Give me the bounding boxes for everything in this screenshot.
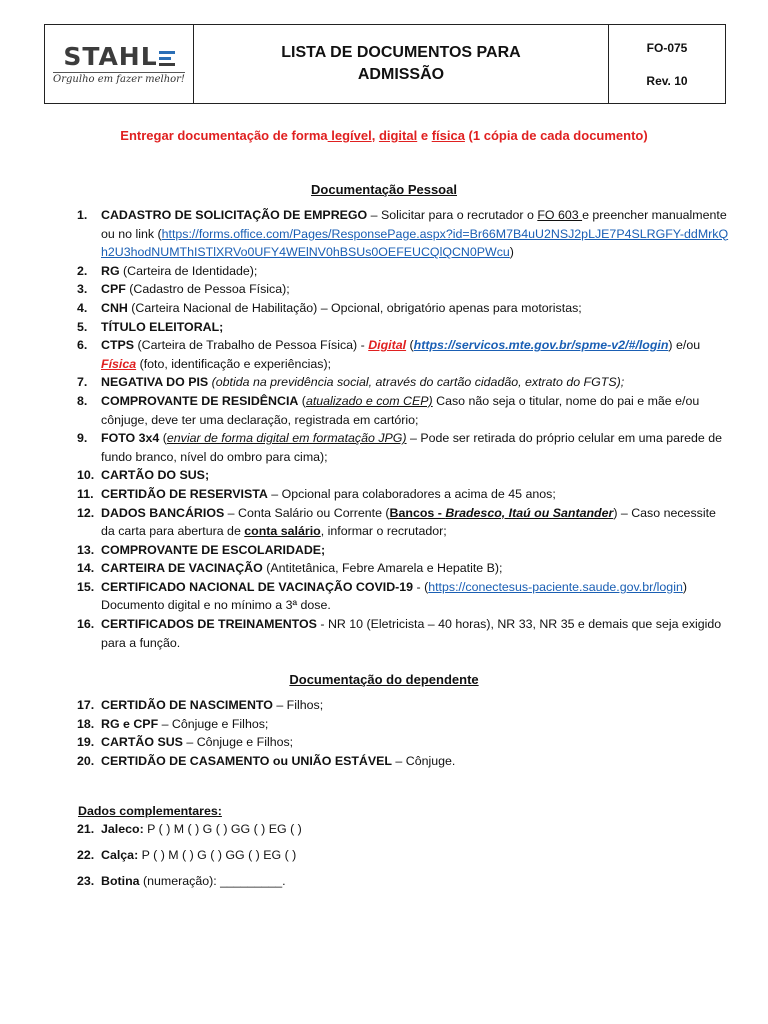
list-item: 20. CERTIDÃO DE CASAMENTO ou UNIÃO ESTÁVEL – Cônjuge.	[77, 753, 456, 768]
document-code-box	[609, 25, 725, 103]
form-code: FO-075	[646, 40, 688, 55]
conectesus-link[interactable]: https://conectesus-paciente.saude.gov.br/login	[428, 579, 683, 594]
dependent-documents-list	[0, 696, 730, 770]
document-title	[194, 25, 609, 103]
list-item: 6. CTPS (Carteira de Trabalho de Pessoa Física) - Digital (https://servicos.mte.gov.br/spme-v2/#/login) e/ou Física (foto, identificação e experiências);	[77, 338, 701, 371]
complementary-list	[0, 846, 730, 865]
complementary-list	[0, 820, 730, 839]
section-personal-heading: Documentação Pessoal	[311, 182, 457, 197]
list-item: 11. CERTIDÃO DE RESERVISTA – Opcional para colaboradores a acima de 45 anos;	[77, 486, 556, 501]
list-item: 12. DADOS BANCÁRIOS – Conta Salário ou Corrente (Bancos - Bradesco, Itaú ou Santander) – Caso necessite da carta para abertura de conta salário, informar o recrutador;	[77, 505, 716, 539]
title-line-1: LISTA DE DOCUMENTOS PARA	[281, 44, 521, 61]
title-line-2: ADMISSÃO	[357, 66, 445, 83]
list-item: 16. CERTIFICADOS DE TREINAMENTOS - NR 10 (Eletricista – 40 horas), NR 33, NR 35 e demais que seja exigido para a função.	[77, 617, 722, 650]
list-item: 23. Botina (numeração): _________.	[77, 874, 286, 888]
delivery-notice: Entregar documentação de forma legível, digital e física (1 cópia de cada documento)	[120, 128, 648, 143]
list-item: 15. CERTIFICADO NACIONAL DE VACINAÇÃO COVID-19 - (https://conectesus-paciente.saude.gov.br/login) Documento digital e no mínimo a 3ª dose.	[77, 579, 687, 613]
list-item: 7. NEGATIVA DO PIS (obtida na previdência social, através do cartão cidadão, extrato do FGTS);	[77, 375, 625, 390]
list-item: 2. RG (Carteira de Identidade);	[77, 263, 258, 278]
company-logo	[45, 25, 194, 103]
list-item: 3. CPF (Cadastro de Pessoa Física);	[77, 282, 290, 297]
personal-documents-list	[0, 206, 730, 652]
list-item: 18. RG e CPF – Cônjuge e Filhos;	[77, 716, 269, 731]
list-item: 8. COMPROVANTE DE RESIDÊNCIA (atualizado e com CEP) Caso não seja o titular, nome do pai e mãe e/ou cônjuge, deve ter uma declaração, registrada em cartório;	[77, 393, 700, 427]
section-complementary-heading: Dados complementares:	[78, 804, 222, 818]
list-item: 13. COMPROVANTE DE ESCOLARIDADE;	[77, 542, 326, 557]
logo-brand: STAHL	[63, 41, 158, 71]
list-item: 22. Calça: P ( ) M ( ) G ( ) GG ( ) EG ( )	[77, 848, 297, 862]
list-item: 19. CARTÃO SUS – Cônjuge e Filhos;	[77, 735, 294, 750]
section-dependent-heading: Documentação do dependente	[289, 672, 479, 687]
logo-mark-icon	[159, 46, 175, 66]
list-item: 1. CADASTRO DE SOLICITAÇÃO DE EMPREGO – Solicitar para o recrutador o FO 603 e preencher manualmente ou no link (https://forms.office.com/Pages/ResponsePage.aspx?id=Br66M7B4uU2NSJ2pLJE7P4SLRGFY-ddMrkQh2U3hodNUMThISTlXRVo0UFY4WElNV0hBSUs0OEFEUCQlQCN0PWcu)	[77, 208, 729, 260]
list-item: 5. TÍTULO ELEITORAL;	[77, 319, 224, 334]
list-item: 17. CERTIDÃO DE NASCIMENTO – Filhos;	[77, 698, 324, 712]
list-item: 4. CNH (Carteira Nacional de Habilitação) – Opcional, obrigatório apenas para motoristas;	[77, 300, 582, 315]
logo-slogan: Orgulho em fazer melhor!	[53, 73, 185, 85]
list-item: 14. CARTEIRA DE VACINAÇÃO (Antitetânica, Febre Amarela e Hepatite B);	[77, 561, 503, 576]
list-item: 21. Jaleco: P ( ) M ( ) G ( ) GG ( ) EG ( )	[77, 822, 302, 836]
document-header	[44, 24, 726, 104]
revision: Rev. 10	[646, 73, 688, 88]
ctps-link[interactable]: https://servicos.mte.gov.br/spme-v2/#/login	[413, 338, 669, 353]
list-item: 10. CARTÃO DO SUS;	[77, 468, 210, 483]
forms-link[interactable]: https://forms.office.com/Pages/ResponsePage.aspx?id=Br66M7B4uU2NSJ2pLJE7P4SLRGFY-ddMrkQh2U3hodNUMThISTlXRVo0UFY4WElNV0hBSUs0OEFEUCQlQCN0PWcu	[101, 226, 729, 260]
list-item: 9. FOTO 3x4 (enviar de forma digital em formatação JPG) – Pode ser retirada do próprio celular em uma parede de fundo branco, nível do ombro para cima);	[77, 431, 722, 464]
complementary-list	[0, 872, 730, 891]
